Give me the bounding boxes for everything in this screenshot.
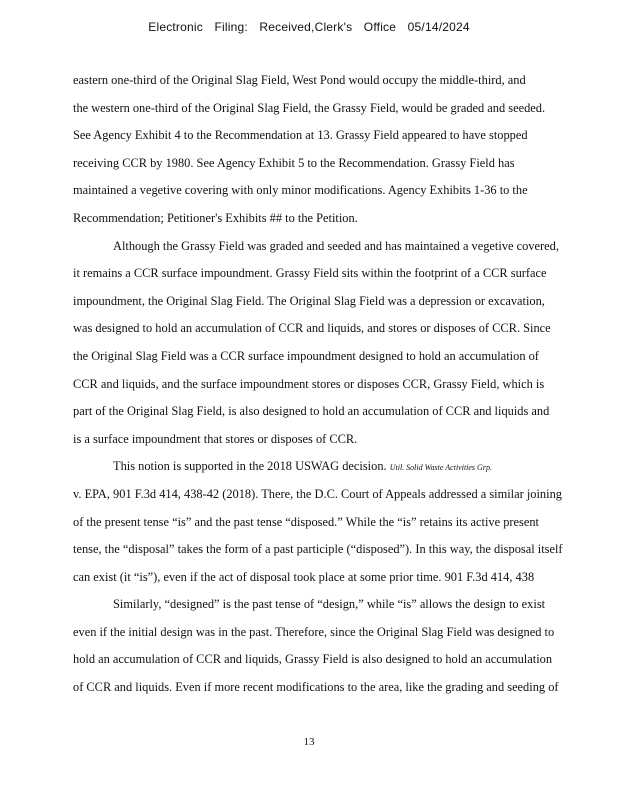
body-line: CCR and liquids, and the surface impoundment stores or disposes CCR, Grassy Field, which is [73, 376, 545, 391]
filing-header: Electronic Filing: Received,Clerk's Office 05/14/2024 [148, 20, 470, 34]
body-line: hold an accumulation of CCR and liquids, Grassy Field is also designed to hold an accumulation [73, 652, 553, 667]
case-citation: Util. Solid Waste Activities Grp. [389, 463, 492, 473]
body-line: impoundment, the Original Slag Field. The Original Slag Field was a depression or excavation, [73, 293, 545, 308]
body-line: eastern one-third of the Original Slag Field, West Pond would occupy the middle-third, and [73, 73, 526, 87]
body-line: See Agency Exhibit 4 to the Recommendation at 13. Grassy Field appeared to have stopped [73, 128, 528, 143]
body-line: tense, the “disposal” takes the form of a past participle (“disposed”). In this way, the disposal itself [73, 542, 563, 557]
body-line: maintained a vegetive covering with only minor modifications. Agency Exhibits 1-36 to the [73, 183, 528, 198]
body-line: is a surface impoundment that stores or disposes of CCR. [73, 431, 358, 446]
body-line: even if the initial design was in the past. Therefore, since the Original Slag Field was designed to [73, 624, 555, 639]
body-line: was designed to hold an accumulation of CCR and liquids, and stores or disposes of CCR. Since [73, 321, 551, 336]
body-line: v. EPA, 901 F.3d 414, 438-42 (2018). There, the D.C. Court of Appeals addressed a similar joining [73, 486, 562, 501]
body-line-text: This notion is supported in the 2018 USWAG decision. [113, 459, 387, 474]
body-line: of CCR and liquids. Even if more recent modifications to the area, like the grading and seeding of [73, 680, 559, 695]
body-line-with-cite [73, 456, 603, 484]
body-line: it remains a CCR surface impoundment. Grassy Field sits within the footprint of a CCR surface [73, 266, 547, 281]
body-line: part of the Original Slag Field, is also designed to hold an accumulation of CCR and liquids and [73, 404, 550, 419]
body-text [73, 70, 603, 705]
body-line: Similarly, “designed” is the past tense of “design,” while “is” allows the design to exist [113, 597, 546, 612]
body-line: the western one-third of the Original Slag Field, the Grassy Field, would be graded and seeded. [73, 100, 546, 115]
body-line: the Original Slag Field was a CCR surface impoundment designed to hold an accumulation of [73, 348, 539, 363]
body-line: of the present tense “is” and the past tense “disposed.” While the “is” retains its active present [73, 514, 539, 529]
body-line: Although the Grassy Field was graded and seeded and has maintained a vegetive covered, [113, 238, 559, 253]
page-number: 13 [303, 736, 315, 748]
body-line: receiving CCR by 1980. See Agency Exhibit 5 to the Recommendation. Grassy Field has [73, 155, 515, 170]
body-line: Recommendation; Petitioner's Exhibits ## to the Petition. [73, 210, 358, 225]
body-line: can exist (it “is”), even if the act of disposal took place at some prior time. 901 F.3d 414, 438 [73, 569, 535, 584]
